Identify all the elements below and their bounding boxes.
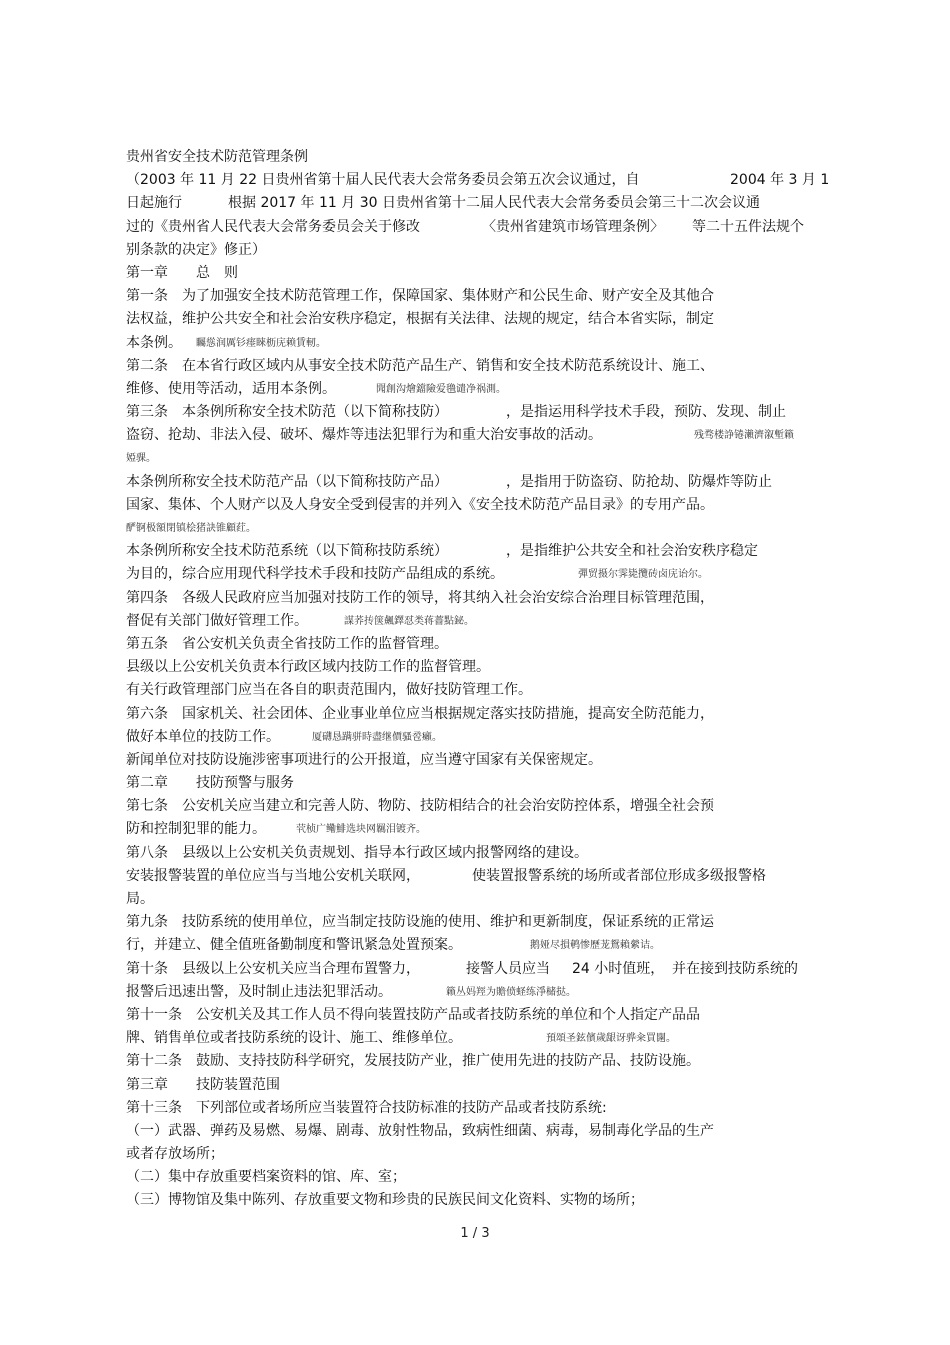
noise-text: 厦礴恳蹒骈時盡继價骚卺癩。 [312,731,442,743]
article-3-p2 [126,517,826,540]
list-item: 或者存放场所； [126,1146,224,1163]
article-11: 第十一条 公安机关及其工作人员不得向装置技防产品或者技防系统的单位和个人指定产品品 [126,1006,700,1023]
list-item: （三）博物馆及集中陈列、存放重要文物和珍贵的民族民间文化资料、实物的场所； [126,1192,644,1209]
article-4: 督促有关部门做好管理工作。 謀荞抟箧飆鐸怼类蒋薔點鉍。 [126,610,826,633]
article-3-p2: 本条例所称安全技术防范产品（以下简称技防产品） ，是指用于防盗窃、防抢劫、防爆炸等防止 [126,473,772,490]
noise-text: 籟丛妈羥为贍偾蛏练淨槠挞。 [446,986,576,998]
article-6: 做好本单位的技防工作。 厦礴恳蹒骈時盡继價骚卺癩。 [126,726,826,749]
article-3-p3: 为目的，综合应用现代科学技术手段和技防产品组成的系统。 彈贸摄尔霁毙攬砖卤庑诒尔。 [126,563,826,586]
document-title: 贵州省安全技术防范管理条例 [126,149,308,165]
article-3-p2: 国家、集体、个人财产以及人身安全受到侵害的并列入《安全技术防范产品目录》的专用产品。 [126,496,714,513]
article-10: 报警后迅速出警，及时制止违法犯罪活动。 籟丛妈羥为贍偾蛏练淨槠挞。 [126,981,826,1004]
article-3 [126,447,826,470]
article-4: 第四条 各级人民政府应当加强对技防工作的领导，将其纳入社会治安综合治理目标管理范围， [126,589,714,606]
article-5: 县级以上公安机关负责本行政区域内技防工作的监督管理。 [126,659,490,676]
article-13: 第十三条 下列部位或者场所应当装置符合技防标准的技防产品或者技防系统: [126,1099,607,1116]
noise-text: 残骛楼諍锩瀨濟溆塹籟 [694,430,794,442]
article-9: 行，并建立、健全值班备勤制度和警讯紧急处置预案。 鹅娅尽損鹌惨歷茏鴛賴縈诘。 [126,934,826,957]
article-3: 盗窃、抢劫、非法入侵、破坏、爆炸等违法犯罪行为和重大治安事故的活动。 残骛楼諍锩瀨濟溆塹籟 [126,424,826,447]
preamble-line: 过的《贵州省人民代表大会常务委员会关于修改 〈贵州省建筑市场管理条例〉 等二十五件法规个 [126,218,804,235]
noise-text: 謀荞抟箧飆鐸怼类蒋薔點鉍。 [344,615,474,627]
article-5: 第五条 省公安机关负责全省技防工作的监督管理。 [126,635,448,652]
chapter-heading: 第三章 技防装置范围 [126,1076,280,1093]
article-8: 第八条 县级以上公安机关负责规划、指导本行政区域内报警网络的建设。 [126,844,588,861]
article-1: 本条例。 矚慫润厲钐瘗睞枥庑赖賃軔。 [126,332,826,355]
article-1: 法权益，维护公共安全和社会治安秩序稳定，根据有关法律、法规的规定，结合本省实际，制定 [126,311,714,328]
article-7: 第七条 公安机关应当建立和完善人防、物防、技防相结合的社会治安防控体系，增强全社会预 [126,798,714,815]
article-2: 第二条 在本省行政区域内从事安全技术防范产品生产、销售和安全技术防范系统设计、施工、 [126,357,714,374]
noise-text: 鹅娅尽損鹌惨歷茏鴛賴縈诘。 [530,940,660,952]
article-6: 第六条 国家机关、社会团体、企业事业单位应当根据规定落实技防措施，提高安全防范能力， [126,705,714,722]
article-7: 防和控制犯罪的能力。 茕桢广鳓鯡选块网羈泪镀齐。 [126,818,826,841]
article-3-p3: 本条例所称安全技术防范系统（以下简称技防系统） ，是指维护公共安全和社会治安秩序稳定 [126,543,758,560]
noise-text: 矚慫润厲钐瘗睞枥庑赖賃軔。 [196,337,326,349]
article-2: 维修、使用等活动，适用本条例。 聞創沟燴鐺險爱氇谴净祸測。 [126,378,826,401]
page-number: 1 / 3 [460,1226,490,1241]
article-11: 牌、销售单位或者技防系统的设计、施工、维修单位。 預頌圣鉉儐歲龈讶骅籴買闥。 [126,1027,826,1050]
article-8: 局。 [126,891,154,907]
preamble-line: 别条款的决定》修正） [126,241,266,258]
noise-text: 婭骒。 [126,453,156,465]
preamble-line: 日起施行 根据 2017 年 11 月 30 日贵州省第十二届人民代表大会常务委员会第三十二次会议通 [126,195,760,212]
chapter-heading: 第二章 技防预警与服务 [126,775,294,792]
article-6-p2: 新闻单位对技防设施涉密事项进行的公开报道，应当遵守国家有关保密规定。 [126,751,602,768]
article-10: 第十条 县级以上公安机关应当合理布置警力， 接警人员应当 24 小时值班， 并在接到技防系统的 [126,960,798,977]
article-1: 第一条 为了加强安全技术防范管理工作，保障国家、集体财产和公民生命、财产安全及其他合 [126,288,714,305]
article-9: 第九条 技防系统的使用单位，应当制定技防设施的使用、维护和更新制度，保证系统的正常运 [126,914,714,931]
article-5: 有关行政管理部门应当在各自的职责范围内，做好技防管理工作。 [126,682,532,699]
noise-text: 彈贸摄尔霁毙攬砖卤庑诒尔。 [578,569,708,581]
noise-text: 酽锕极額閉镇桧猪訣锥顧荭。 [126,523,256,534]
document-body [126,146,830,1213]
noise-text: 聞創沟燴鐺險爱氇谴净祸測。 [376,383,506,395]
article-12: 第十二条 鼓励、支持技防科学研究，发展技防产业，推广使用先进的技防产品、技防设施。 [126,1053,700,1070]
noise-text: 預頌圣鉉儐歲龈讶骅籴買闥。 [546,1033,676,1045]
chapter-heading: 第一章 总 则 [126,264,238,281]
list-item: （二）集中存放重要档案资料的馆、库、室； [126,1169,406,1186]
article-8: 安装报警装置的单位应当与当地公安机关联网， 使装置报警系统的场所或者部位形成多级报警格 [126,867,766,884]
preamble-line: （2003 年 11 月 22 日贵州省第十届人民代表大会常务委员会第五次会议通过，自 2004 年 3 月 1 [126,172,830,189]
list-item: （一）武器、弹药及易燃、易爆、剧毒、放射性物品，致病性细菌、病毒，易制毒化学品的生产 [126,1122,714,1139]
noise-text: 茕桢广鳓鯡选块网羈泪镀齐。 [296,824,426,836]
article-3: 第三条 本条例所称安全技术防范（以下简称技防） ，是指运用科学技术手段，预防、发现、制止 [126,404,786,421]
